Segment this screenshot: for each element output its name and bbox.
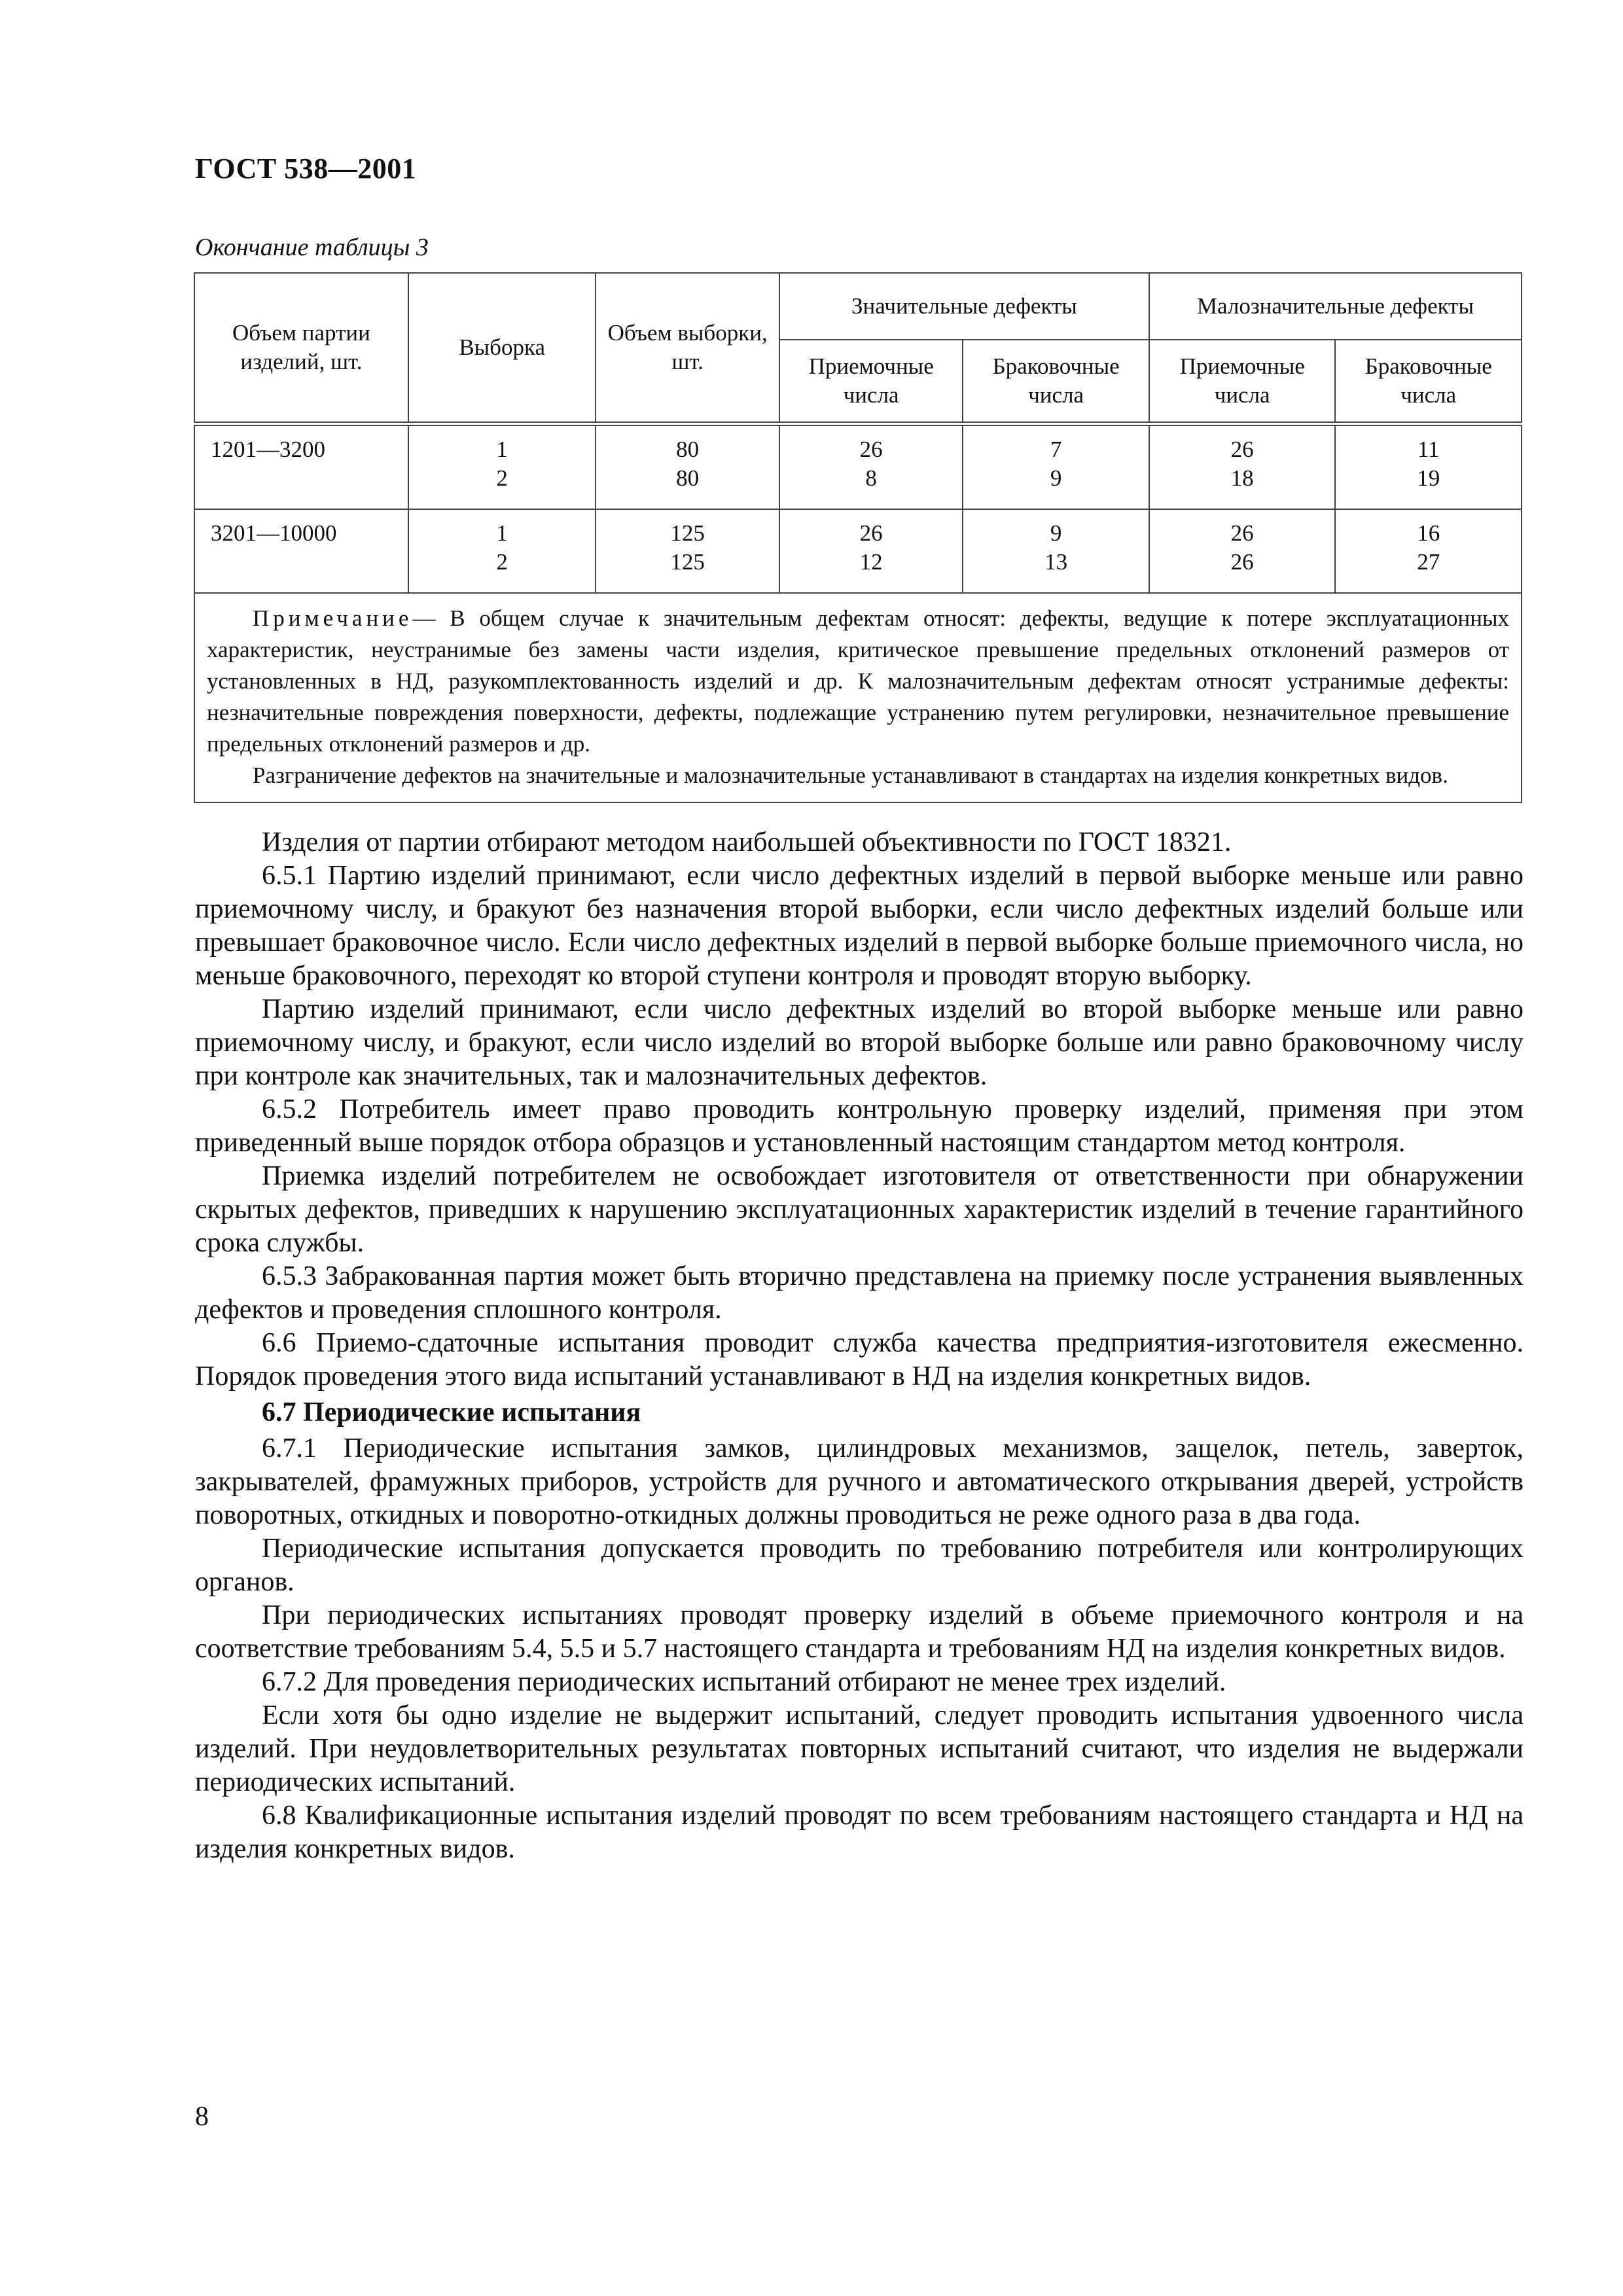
cell-lot: 3201—10000 — [194, 509, 408, 593]
paragraph: Партию изделий принимают, если число дефектных изделий во второй выборке меньше или равно приемочному числу, и бракуют, если число изделий во второй выборке больше или равно браковочному числу при контроле как значительных, так и малозначительных дефектов. — [195, 994, 1524, 1091]
cell-minor-accept: 26 26 — [1149, 509, 1336, 593]
section-heading: 6.7 Периодические испытания — [262, 1397, 641, 1427]
table-caption: Окончание таблицы 3 — [195, 234, 429, 261]
cell-sample: 1 2 — [408, 424, 596, 510]
header-significant-defects: Значительные дефекты — [779, 273, 1149, 340]
header-lot-size: Объем партии изделий, шт. — [194, 273, 408, 424]
cell-sample-size: 125 125 — [596, 509, 779, 593]
page-header: ГОСТ 538—2001 — [195, 152, 417, 185]
table-header-row — [194, 273, 1522, 340]
table-row — [194, 509, 1522, 593]
paragraph: 6.7.1 Периодические испытания замков, цилиндровых механизмов, защелок, петель, заверток, закрывателей, фрамужных приборов, устройств для ручного и автоматического открывания дверей, устройств поворотных, откидных и поворотно-откидных должны проводиться не реже одного раза в два года. — [195, 1433, 1524, 1530]
table-row — [194, 424, 1522, 510]
header-sample: Выборка — [408, 273, 596, 424]
header-sample-size: Объем выборки, шт. — [596, 273, 779, 424]
page-number: 8 — [195, 2102, 209, 2132]
paragraph: 6.5.3 Забракованная партия может быть вторично представлена на приемку после устранения выявленных дефектов и проведения сплошного контроля. — [195, 1261, 1524, 1325]
note-label: Примечание — [253, 605, 413, 631]
paragraph: Если хотя бы одно изделие не выдержит испытаний, следует проводить испытания удвоенного числа изделий. При неудовлетворительных результатах повторных испытаний считают, что изделия не выдержали периодических испытаний. — [195, 1700, 1524, 1797]
cell-sample-size: 80 80 — [596, 424, 779, 510]
paragraph: Периодические испытания допускается проводить по требованию потребителя или контролирующих органов. — [195, 1534, 1524, 1597]
header-significant-reject: Браковочные числа — [963, 340, 1149, 424]
cell-significant-accept: 26 12 — [779, 509, 963, 593]
cell-lot: 1201—3200 — [194, 424, 408, 510]
paragraph: Изделия от партии отбирают методом наибольшей объективности по ГОСТ 18321. — [262, 827, 1232, 857]
table-note — [194, 593, 1522, 802]
table-note-row — [194, 593, 1522, 802]
header-minor-reject: Браковочные числа — [1335, 340, 1522, 424]
note-text: — В общем случае к значительным дефектам относят: дефекты, ведущие к потере эксплуатационных характеристик, неустранимые без замены части изделия, критическое превышение предельных отклонений размеров от установленных в НД, разукомплектованность изделий и др. К малозначительным дефектам относят устранимые дефекты: незначительные повреждения поверхности, дефекты, подлежащие устранению путем регулировки, незначительное превышение предельных отклонений размеров и др. — [207, 605, 1509, 757]
cell-minor-accept: 26 18 — [1149, 424, 1336, 510]
header-minor-accept: Приемочные числа — [1149, 340, 1336, 424]
header-minor-defects: Малозначительные дефекты — [1149, 273, 1522, 340]
cell-minor-reject: 11 19 — [1335, 424, 1522, 510]
paragraph: Приемка изделий потребителем не освобождает изготовителя от ответственности при обнаружении скрытых дефектов, приведших к нарушению эксплуатационных характеристик изделий в течение гарантийного срока службы. — [195, 1161, 1524, 1258]
cell-sample: 1 2 — [408, 509, 596, 593]
cell-significant-reject: 7 9 — [963, 424, 1149, 510]
paragraph: 6.5.2 Потребитель имеет право проводить контрольную проверку изделий, применяя при этом приведенный выше порядок отбора образцов и установленный настоящим стандартом метод контроля. — [195, 1094, 1524, 1158]
header-significant-accept: Приемочные числа — [779, 340, 963, 424]
cell-significant-accept: 26 8 — [779, 424, 963, 510]
acceptance-table — [194, 272, 1522, 803]
cell-significant-reject: 9 13 — [963, 509, 1149, 593]
paragraph: 6.7.2 Для проведения периодических испытаний отбирают не менее трех изделий. — [262, 1667, 1226, 1697]
cell-minor-reject: 16 27 — [1335, 509, 1522, 593]
paragraph: 6.6 Приемо-сдаточные испытания проводит служба качества предприятия-изготовителя ежесменно. Порядок проведения этого вида испытаний устанавливают в НД на изделия конкретных видов. — [195, 1328, 1524, 1391]
note-text-2: Разграничение дефектов на значительные и малозначительные устанавливают в стандартах на изделия конкретных видов. — [253, 762, 1448, 788]
paragraph: 6.5.1 Партию изделий принимают, если число дефектных изделий в первой выборке меньше или равно приемочному числу, и бракуют без назначения второй выборки, если число дефектных изделий больше или превышает браковочное число. Если число дефектных изделий в первой выборке больше приемочного числа, но меньше браковочного, переходят ко второй ступени контроля и проводят вторую выборку. — [195, 861, 1524, 991]
body-text — [195, 826, 1524, 1866]
paragraph: При периодических испытаниях проводят проверку изделий в объеме приемочного контроля и на соответствие требованиям 5.4, 5.5 и 5.7 настоящего стандарта и требованиям НД на изделия конкретных видов. — [195, 1600, 1524, 1664]
paragraph: 6.8 Квалификационные испытания изделий проводят по всем требованиям настоящего стандарта и НД на изделия конкретных видов. — [195, 1801, 1524, 1864]
